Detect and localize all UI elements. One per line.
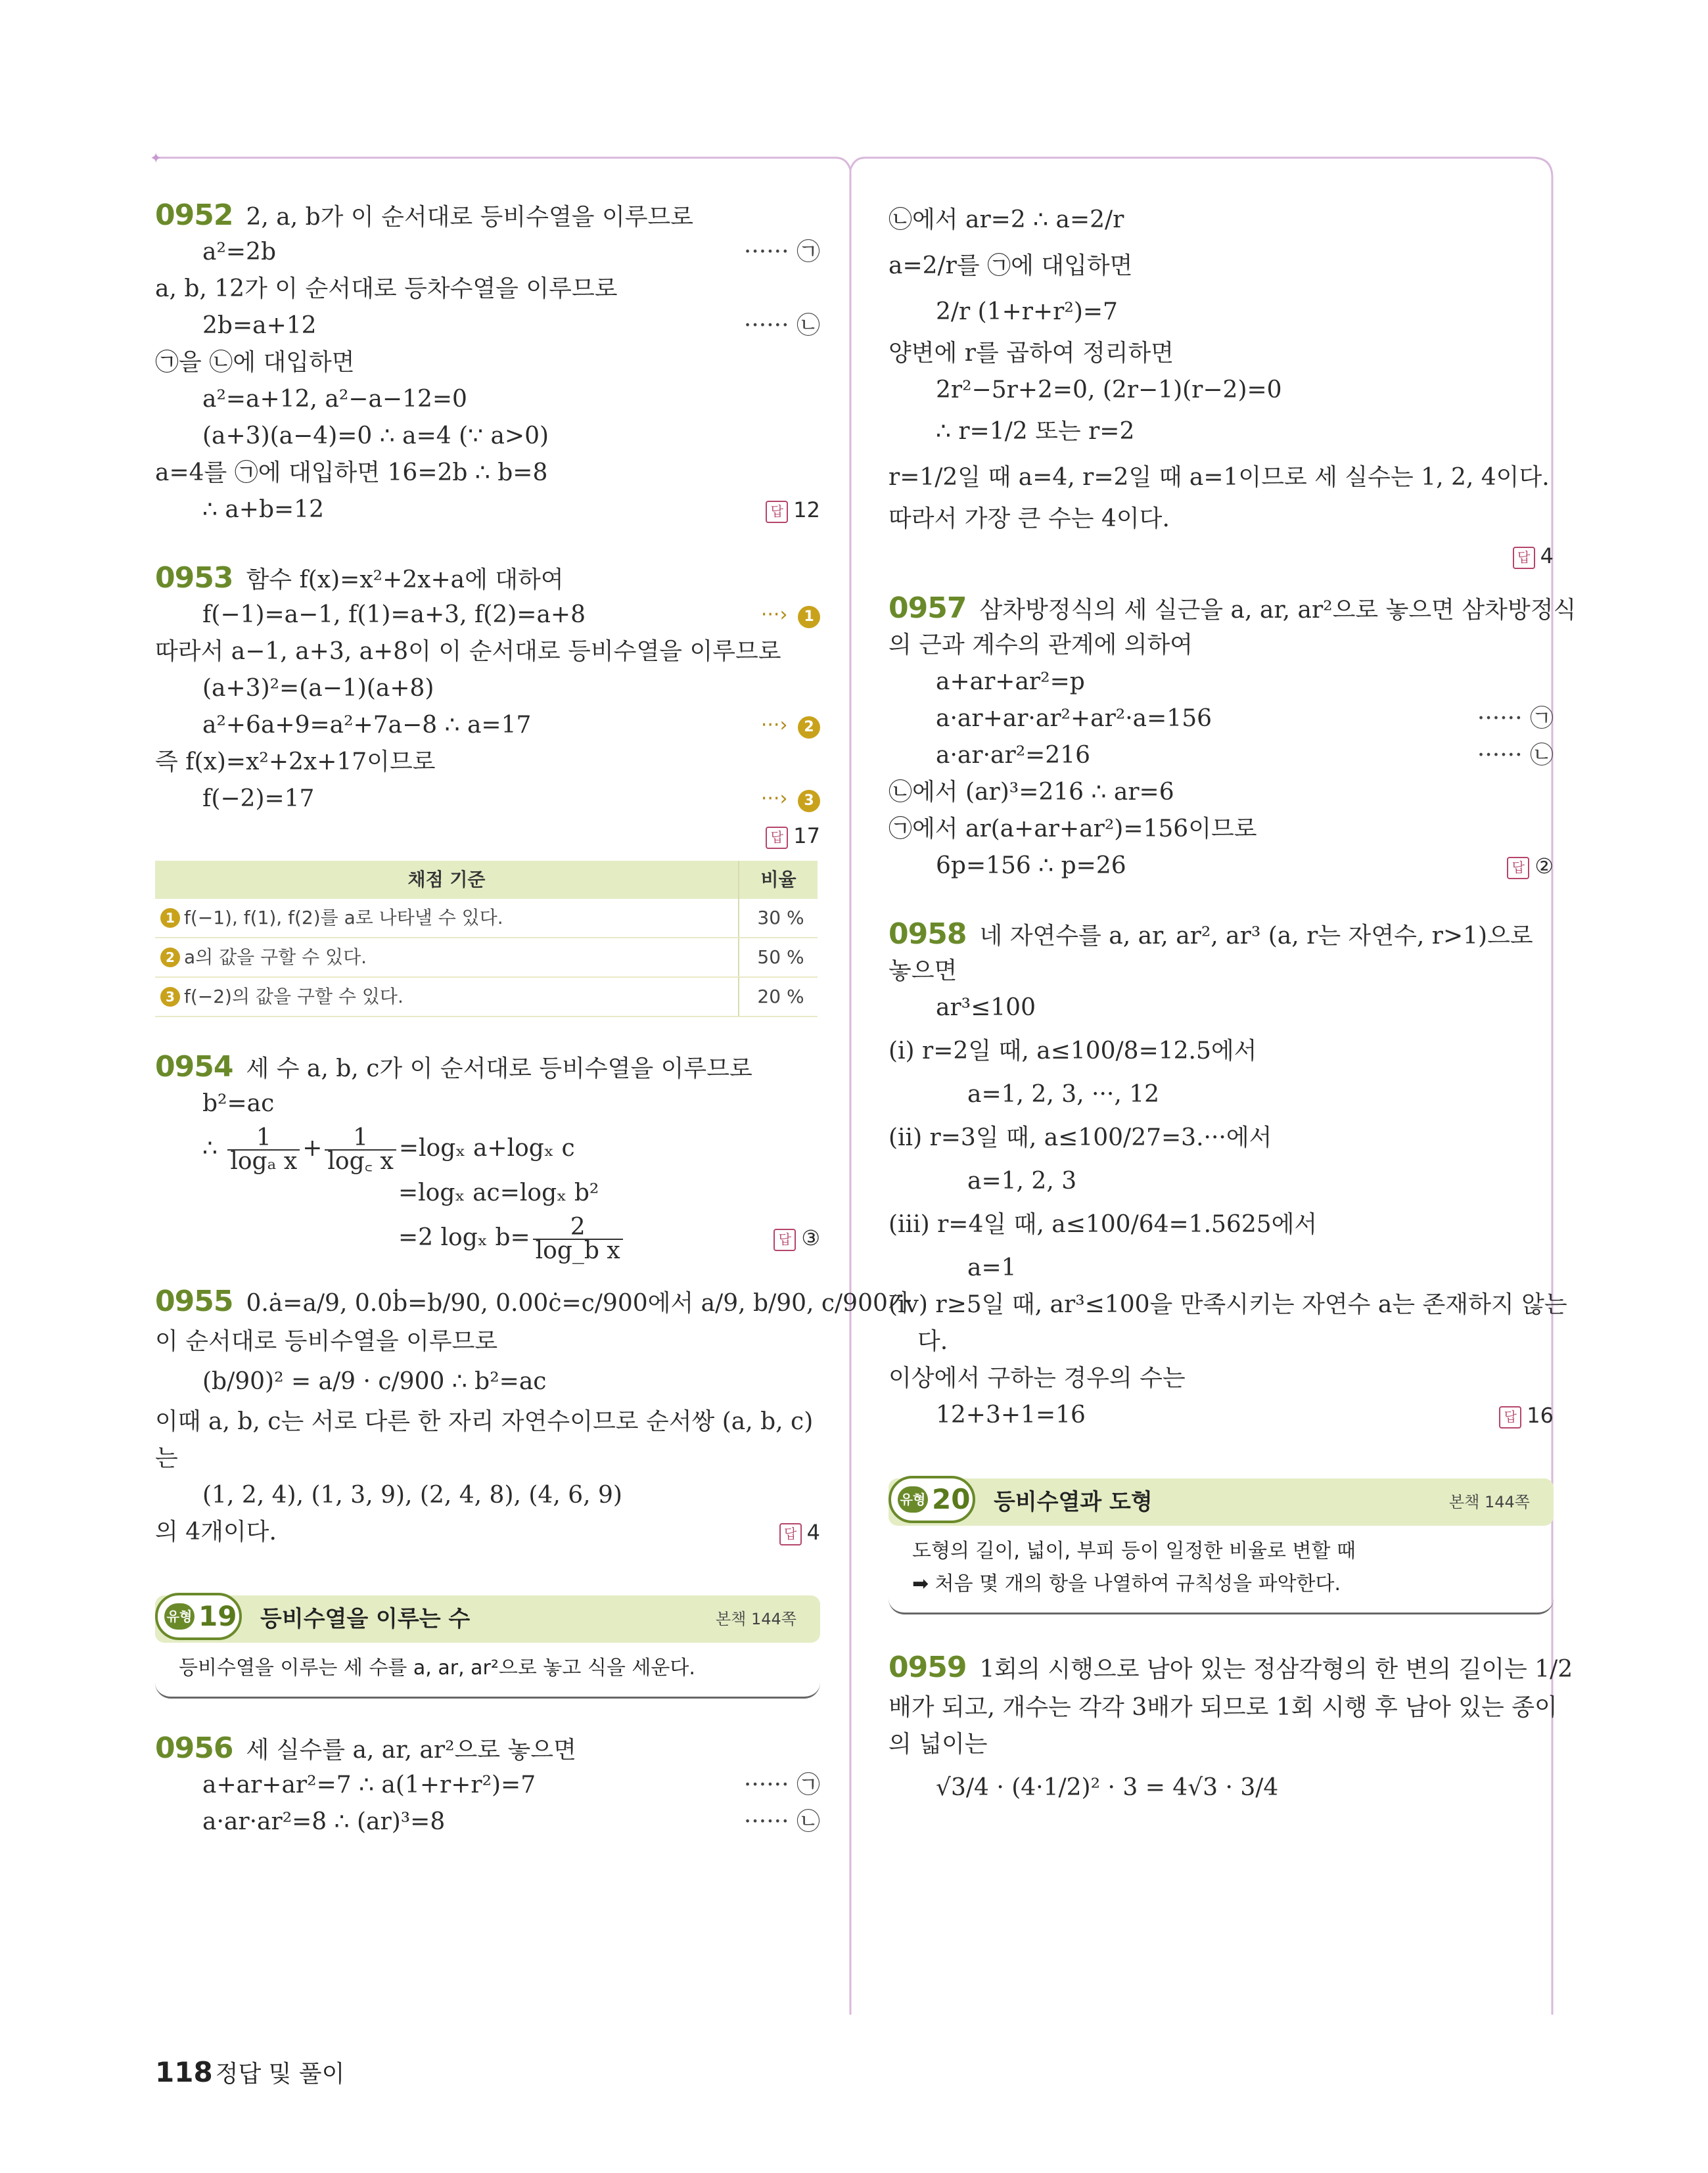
equation: a·ar·ar²=8 ∴ (ar)³=8 <box>202 1808 446 1835</box>
solution-text: 는 <box>155 1445 178 1472</box>
problem-number: 0958 <box>889 917 967 951</box>
equation: ar³≤100 <box>936 994 1036 1021</box>
table-row: 3 f(−2)의 값을 구할 수 있다. 20 % <box>155 977 818 1017</box>
problem-0956 <box>155 1730 820 1841</box>
solution-text: 이때 a, b, c는 서로 다른 한 자리 자연수이므로 순서쌍 (a, b, c) <box>155 1408 814 1435</box>
type-badge: 유형 20 <box>889 1476 975 1523</box>
step-marker: ···› 3 <box>761 781 820 817</box>
solution-text: 1회의 시행으로 남아 있는 정삼각형의 한 변의 길이는 1/2 <box>979 1656 1573 1683</box>
equation-tag: ······ ㉠ <box>1477 705 1554 732</box>
problem-number: 0954 <box>155 1050 233 1084</box>
equation: a·ar·ar²=216 <box>936 742 1091 769</box>
case-text: (iii) r=4일 때, a≤100/64=1.5625에서 <box>889 1211 1318 1238</box>
page-footer <box>155 2055 344 2089</box>
solution-text: 함수 f(x)=x²+2x+a에 대하여 <box>246 566 564 593</box>
equation: a=1, 2, 3, ···, 12 <box>967 1081 1160 1108</box>
problem-number: 0952 <box>155 198 233 232</box>
type-description-line: ➡ 처음 몇 개의 항을 나열하여 규칙성을 파악한다. <box>912 1572 1341 1595</box>
answer: 답 16 <box>1499 1397 1554 1434</box>
solution-text: 따라서 가장 큰 수는 4이다. <box>889 505 1170 532</box>
solution-text: 2, a, b가 이 순서대로 등비수열을 이루므로 <box>246 204 694 231</box>
answer-icon: 답 <box>766 827 788 849</box>
solution-text: 네 자연수를 a, ar, ar², ar³ (a, r는 자연수, r>1)으로 <box>979 923 1533 949</box>
solution-text: a=2/r를 ㉠에 대입하면 <box>889 252 1133 279</box>
solution-text: 배가 되고, 개수는 각각 3배가 되므로 1회 시행 후 남아 있는 종이 <box>889 1694 1558 1721</box>
book-reference: 본책 144쪽 <box>716 1610 796 1628</box>
solution-text: 이 순서대로 등비수열을 이루므로 <box>155 1328 498 1355</box>
type-header <box>155 1595 820 1643</box>
solution-text: 세 수 a, b, c가 이 순서대로 등비수열을 이루므로 <box>246 1055 752 1082</box>
solution-text: 즉 f(x)=x²+2x+17이므로 <box>155 748 436 775</box>
equation: f(−2)=17 <box>202 785 315 812</box>
type-header <box>889 1478 1554 1526</box>
equation: 2r²−5r+2=0, (2r−1)(r−2)=0 <box>936 377 1282 403</box>
equation: (1, 2, 4), (1, 3, 9), (2, 4, 8), (4, 6, 9) <box>202 1482 622 1509</box>
equation: ∴ r=1/2 또는 r=2 <box>936 418 1135 445</box>
equation: 12+3+1=16 <box>936 1402 1086 1429</box>
equation: a²=a+12, a²−a−12=0 <box>202 386 467 413</box>
problem-number: 0955 <box>155 1285 233 1318</box>
solution-text: 의 넓이는 <box>889 1731 988 1758</box>
problem-0959 <box>889 1646 1573 1813</box>
problem-0957 <box>889 590 1577 884</box>
case-text: (i) r=2일 때, a≤100/8=12.5에서 <box>889 1038 1257 1064</box>
answer: 답 12 <box>766 492 820 528</box>
type-description <box>889 1526 1554 1614</box>
equation-tag: ······ ㉡ <box>1477 742 1554 769</box>
equation: b²=ac <box>202 1090 275 1117</box>
page-number: 118 <box>155 2056 213 2088</box>
solution-text: 양변에 r를 곱하여 정리하면 <box>889 340 1174 367</box>
solution-text: r=1/2일 때 a=4, r=2일 때 a=1이므로 세 실수는 1, 2, 4이다. <box>889 464 1550 491</box>
svg-text:✦: ✦ <box>150 150 162 167</box>
solution-text: 0.ȧ=a/9, 0.0ḃ=b/90, 0.00ċ=c/900에서 a/9, b/90, c/900가 <box>246 1290 911 1317</box>
equation: (a+3)²=(a−1)(a+8) <box>202 675 434 702</box>
solution-text: 놓으면 <box>889 957 958 984</box>
answer: 답 ③ <box>773 1212 820 1264</box>
problem-0954: 0954 세 수 a, b, c가 이 순서대로 등비수열을 이루므로 b²=ac ∴ $\frac{1}{\text{logₐ x}}$ + $\frac{1}{\log꜀ x}$ =logₓ a+logₓ c =logₓ ac=logₓ b² =2 logₓ b= $\frac{2}{\text{log\_b x}}$ 답 ③ <box>155 1050 820 1264</box>
equation-tag: ······ ㉠ <box>743 239 820 265</box>
type-title: 등비수열과 도형 <box>994 1489 1153 1515</box>
table-header: 비율 <box>739 861 818 899</box>
problem-0955 <box>155 1280 911 1551</box>
solution-text: ㉠에서 ar(a+ar+ar²)=156이므로 <box>889 815 1257 842</box>
equation: ㉡에서 ar=2 ∴ a=2/r <box>889 206 1124 233</box>
answer-icon: 답 <box>1499 1406 1521 1429</box>
solution-text: ㉡에서 (ar)³=216 ∴ ar=6 <box>889 779 1174 806</box>
equation-tag: ······ ㉡ <box>743 312 820 339</box>
step-marker: ···› 1 <box>761 597 820 633</box>
type-title: 등비수열을 이루는 수 <box>260 1606 471 1632</box>
equation-tag: ······ ㉡ <box>743 1808 820 1835</box>
type-description-line: 도형의 길이, 넓이, 부피 등이 일정한 비율로 변할 때 <box>912 1540 1356 1563</box>
case-text: 다. <box>917 1328 948 1355</box>
scoring-table <box>155 861 818 1017</box>
answer-icon: 답 <box>1507 857 1529 879</box>
type-20-section <box>889 1478 1554 1614</box>
answer: 답 17 <box>766 817 820 854</box>
table-row: 1 f(−1), f(1), f(2)를 a로 나타낼 수 있다. 30 % <box>155 899 818 938</box>
equation: (a+3)(a−4)=0 ∴ a=4 (∵ a>0) <box>202 423 549 449</box>
type-badge: 유형 19 <box>155 1593 242 1640</box>
footer-label: 정답 및 풀이 <box>215 2061 345 2088</box>
table-header: 채점 기준 <box>155 861 739 899</box>
answer-icon: 답 <box>779 1523 802 1545</box>
equation: a²+6a+9=a²+7a−8 ∴ a=17 <box>202 712 532 739</box>
problem-0956-continued <box>889 197 1554 574</box>
solution-text: a=4를 ㉠에 대입하면 16=2b ∴ b=8 <box>155 459 548 486</box>
equation: (b/90)² = a/9 · c/900 ∴ b²=ac <box>202 1368 547 1395</box>
type-19-section <box>155 1595 820 1699</box>
equation: ∴ a+b=12 <box>202 496 324 523</box>
case-text: (iv) r≥5일 때, ar³≤100을 만족시키는 자연수 a는 존재하지 않는 <box>889 1291 1567 1318</box>
equation: a+ar+ar²=p <box>936 668 1085 695</box>
equation: a=1 <box>967 1254 1017 1281</box>
problem-0953 <box>155 560 820 1017</box>
step-marker: ···› 2 <box>761 707 820 744</box>
left-column <box>155 197 911 1841</box>
answer: 답 4 <box>1513 538 1554 574</box>
problem-0952 <box>155 197 820 528</box>
equation: a=1, 2, 3 <box>967 1168 1077 1195</box>
problem-0958 <box>889 916 1567 1434</box>
problem-number: 0953 <box>155 561 233 595</box>
equation: a²=2b <box>202 239 277 265</box>
answer-icon: 답 <box>773 1229 796 1251</box>
answer: 답 ② <box>1507 848 1554 884</box>
equation: f(−1)=a−1, f(1)=a+3, f(2)=a+8 <box>202 601 586 628</box>
answer-icon: 답 <box>766 501 788 523</box>
equation: a+ar+ar²=7 ∴ a(1+r+r²)=7 <box>202 1772 536 1798</box>
equation: =logₓ ac=logₓ b² <box>398 1179 599 1206</box>
equation: √3/4 · (4·1/2)² · 3 = 4√3 · 3/4 <box>936 1774 1279 1801</box>
equation: 6p=156 ∴ p=26 <box>936 852 1126 879</box>
solution-text: ㉠을 ㉡에 대입하면 <box>155 349 355 376</box>
problem-number: 0956 <box>155 1731 233 1765</box>
solution-text: 따라서 a−1, a+3, a+8이 이 순서대로 등비수열을 이루므로 <box>155 638 781 665</box>
right-column <box>889 197 1577 1813</box>
type-description: 등비수열을 이루는 세 수를 a, ar, ar²으로 놓고 식을 세운다. <box>155 1643 820 1699</box>
answer: 답 4 <box>779 1514 820 1551</box>
solution-text: 이상에서 구하는 경우의 수는 <box>889 1365 1186 1392</box>
problem-number: 0959 <box>889 1651 967 1684</box>
solution-text: 세 실수를 a, ar, ar²으로 놓으면 <box>246 1737 576 1764</box>
solution-text: 의 근과 계수의 관계에 의하여 <box>889 631 1193 658</box>
problem-number: 0957 <box>889 591 967 625</box>
book-reference: 본책 144쪽 <box>1449 1493 1530 1511</box>
solution-text: a, b, 12가 이 순서대로 등차수열을 이루므로 <box>155 275 618 302</box>
case-text: (ii) r=3일 때, a≤100/27=3.···에서 <box>889 1124 1272 1151</box>
equation: a·ar+ar·ar²+ar²·a=156 <box>936 705 1212 732</box>
solution-text: 삼차방정식의 세 실근을 a, ar, ar²으로 놓으면 삼차방정식 <box>979 597 1577 624</box>
table-row: 2 a의 값을 구할 수 있다. 50 % <box>155 938 818 977</box>
equation-tag: ······ ㉠ <box>743 1772 820 1798</box>
equation: 2/r (1+r+r²)=7 <box>936 298 1118 325</box>
solution-text: 의 4개이다. <box>155 1519 277 1545</box>
equation: 2b=a+12 <box>202 312 317 339</box>
answer-icon: 답 <box>1513 547 1535 569</box>
